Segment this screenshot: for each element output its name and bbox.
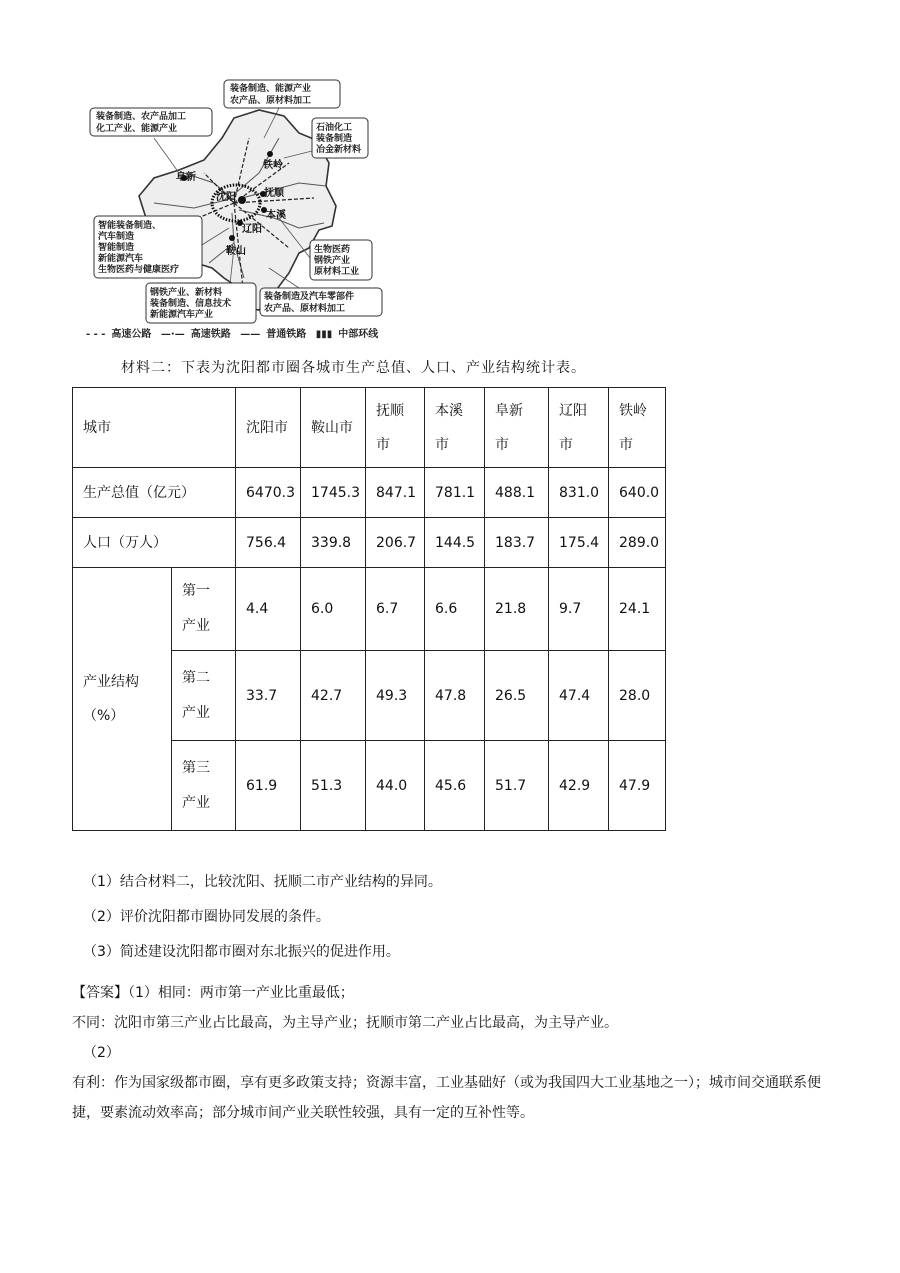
industry-callout-2 (90, 108, 212, 136)
city-label: 辽阳 (242, 224, 262, 235)
table-cell: 206.7 (366, 518, 425, 568)
answer-part2-text: 有利：作为国家级都市圈，享有更多政策支持；资源丰富，工业基础好（或为我国四大工业基地之一）；城市间交通联系便捷，要素流动效率高；部分城市间产业关联性较强，具有一定的互补性等。 (72, 1075, 821, 1121)
legend-highway: 高速公路 (111, 329, 152, 340)
industry-callout-1 (224, 80, 340, 108)
table-row-population (73, 518, 666, 568)
city-label: 鞍山 (226, 246, 246, 257)
svg-text:化工产业、能源产业: 化工产业、能源产业 (96, 124, 178, 134)
city-header: 辽阳 市 (549, 388, 609, 468)
table-cell: 24.1 (609, 568, 666, 651)
sector-label: 第三 产业 (172, 741, 236, 831)
header-label: 城市 (73, 388, 236, 468)
table-cell: 42.7 (301, 651, 366, 741)
row-label: 生产总值（亿元） (73, 468, 236, 518)
table-cell: 26.5 (485, 651, 549, 741)
svg-text:原材料工业: 原材料工业 (314, 267, 360, 277)
table-cell: 6470.3 (236, 468, 301, 518)
table-cell: 183.7 (485, 518, 549, 568)
legend-highspeed-rail: 高速铁路 (190, 329, 231, 340)
table-cell: 47.8 (425, 651, 485, 741)
industry-callout-5 (310, 240, 372, 280)
city-header: 铁岭 市 (609, 388, 666, 468)
svg-text:装备制造、农产品加工: 装备制造、农产品加工 (96, 112, 187, 122)
table-cell: 756.4 (236, 518, 301, 568)
industry-callout-4 (94, 216, 202, 278)
row-label: 人口（万人） (73, 518, 236, 568)
city-dot-anshan (229, 235, 235, 241)
table-cell: 47.9 (609, 741, 666, 831)
svg-text:钢铁产业: 钢铁产业 (314, 256, 351, 266)
region-outline (139, 110, 336, 310)
svg-text:新能源汽车: 新能源汽车 (98, 254, 144, 264)
city-label: 阜新 (176, 172, 196, 183)
metro-area-map (84, 78, 404, 340)
question-1: （1）结合材料二，比较沈阳、抚顺二市产业结构的异同。 (83, 874, 442, 890)
svg-text:石油化工: 石油化工 (316, 123, 353, 133)
table-cell: 21.8 (485, 568, 549, 651)
industry-callout-7 (260, 288, 382, 316)
table-cell: 847.1 (366, 468, 425, 518)
table-cell: 28.0 (609, 651, 666, 741)
row-label-structure: 产业结构 （%） (73, 568, 172, 831)
city-header: 鞍山市 (301, 388, 366, 468)
svg-text:装备制造及汽车零部件: 装备制造及汽车零部件 (264, 292, 355, 302)
sector-label: 第二 产业 (172, 651, 236, 741)
industry-callout-3 (312, 118, 368, 158)
city-header: 本溪 市 (425, 388, 485, 468)
material-intro: 材料二：下表为沈阳都市圈各城市生产总值、人口、产业结构统计表。 (121, 360, 586, 376)
table-cell: 4.4 (236, 568, 301, 651)
legend-railway: 普通铁路 (266, 329, 307, 340)
city-label: 沈阳 (216, 192, 236, 203)
stats-table (72, 387, 666, 831)
svg-text:汽车制造: 汽车制造 (98, 232, 135, 242)
svg-text:新能源汽车产业: 新能源汽车产业 (150, 310, 214, 320)
answer-part2-label: （2） (83, 1045, 120, 1061)
table-cell: 1745.3 (301, 468, 366, 518)
table-cell: 144.5 (425, 518, 485, 568)
table-cell: 175.4 (549, 518, 609, 568)
sector-label: 第一 产业 (172, 568, 236, 651)
table-cell: 781.1 (425, 468, 485, 518)
answer-part1-same: （1）相同：两市第一产业比重最低； (128, 985, 354, 1001)
table-cell: 339.8 (301, 518, 366, 568)
table-cell: 640.0 (609, 468, 666, 518)
table-cell: 6.7 (366, 568, 425, 651)
svg-text:农产品、原材料加工: 农产品、原材料加工 (230, 96, 312, 106)
city-header: 阜新 市 (485, 388, 549, 468)
city-dot-tieling (267, 151, 273, 157)
svg-text:装备制造、信息技术: 装备制造、信息技术 (150, 299, 232, 309)
table-cell: 42.9 (549, 741, 609, 831)
city-label: 铁岭 (263, 160, 283, 171)
question-2: （2）评价沈阳都市圈协同发展的条件。 (83, 909, 330, 925)
legend-central-ring: 中部环线 (338, 329, 379, 340)
svg-text:生物医药与健康医疗: 生物医药与健康医疗 (98, 265, 180, 275)
table-cell: 61.9 (236, 741, 301, 831)
answer-line-1 (72, 978, 832, 1008)
city-label: 本溪 (266, 210, 286, 221)
table-cell: 6.0 (301, 568, 366, 651)
answer-block (72, 978, 832, 1128)
industry-callout-6 (146, 283, 256, 323)
answer-bracket: 【答案】 (72, 985, 128, 1001)
table-cell: 9.7 (549, 568, 609, 651)
svg-text:农产品、原材料加工: 农产品、原材料加工 (264, 304, 346, 314)
city-dot-shenyang (238, 196, 246, 204)
table-cell: 49.3 (366, 651, 425, 741)
answer-part1-diff: 不同：沈阳市第三产业占比最高，为主导产业；抚顺市第二产业占比最高，为主导产业。 (72, 1015, 618, 1031)
table-cell: 51.3 (301, 741, 366, 831)
table-header-row (73, 388, 666, 468)
svg-text:智能制造: 智能制造 (98, 243, 135, 253)
table-cell: 289.0 (609, 518, 666, 568)
city-label: 抚顺 (264, 188, 284, 199)
table-cell: 44.0 (366, 741, 425, 831)
question-list (83, 873, 442, 978)
table-cell: 51.7 (485, 741, 549, 831)
table-cell: 47.4 (549, 651, 609, 741)
question-3: （3）简述建设沈阳都市圈对东北振兴的促进作用。 (83, 944, 400, 960)
svg-text:智能装备制造、: 智能装备制造、 (98, 221, 162, 231)
map-legend: - - - 高速公路 —·— 高速铁路 —— 普通铁路 ▮▮▮ 中部环线 (86, 329, 379, 340)
svg-text:钢铁产业、新材料: 钢铁产业、新材料 (150, 288, 223, 298)
table-cell: 33.7 (236, 651, 301, 741)
table-cell: 488.1 (485, 468, 549, 518)
city-header: 抚顺 市 (366, 388, 425, 468)
table-row-primary (73, 568, 666, 651)
svg-text:生物医药: 生物医药 (314, 245, 351, 255)
svg-text:装备制造: 装备制造 (316, 134, 353, 144)
table-cell: 6.6 (425, 568, 485, 651)
svg-text:装备制造、能源产业: 装备制造、能源产业 (230, 84, 312, 94)
svg-text:冶金新材料: 冶金新材料 (316, 145, 362, 155)
table-cell: 45.6 (425, 741, 485, 831)
table-cell: 831.0 (549, 468, 609, 518)
table-row-gdp (73, 468, 666, 518)
city-header: 沈阳市 (236, 388, 301, 468)
